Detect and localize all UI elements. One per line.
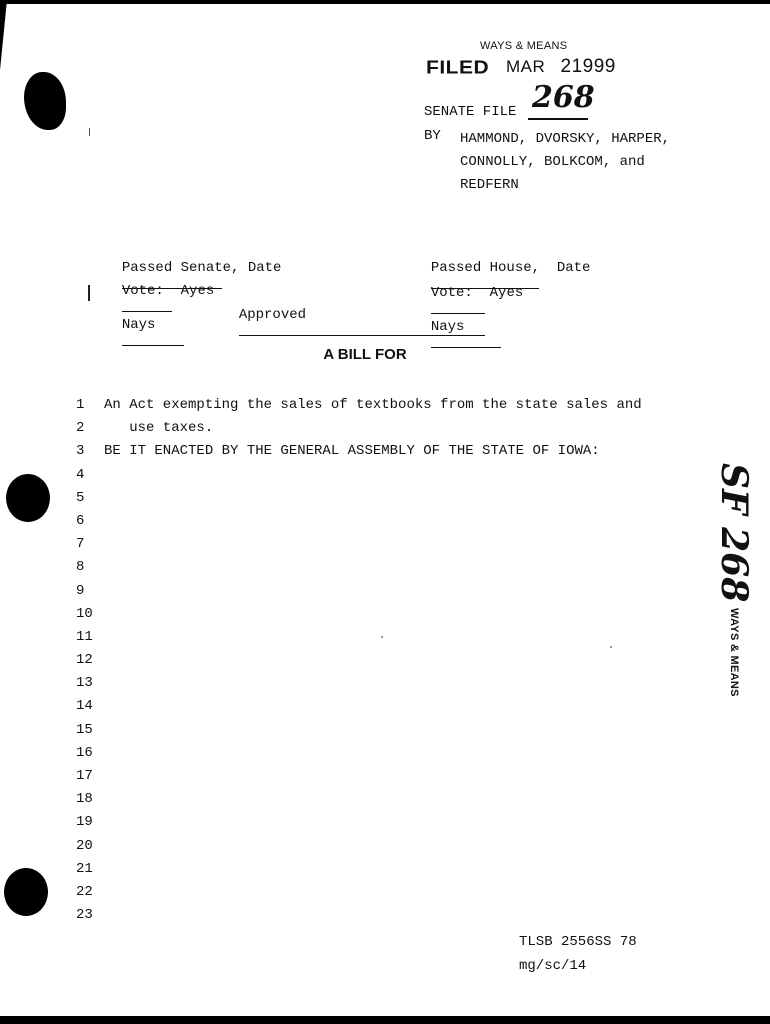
passed-house-label: Passed House, Date (430, 260, 591, 276)
nays-label: Nays (121, 317, 156, 333)
stamp-month: MAR (506, 57, 546, 76)
ayes-label: Ayes (180, 283, 215, 299)
stamp-filed: FILED (426, 57, 490, 78)
stamp-year: 1999 (571, 56, 616, 77)
line-text: use taxes. (104, 420, 214, 437)
line-text: BE IT ENACTED BY THE GENERAL ASSEMBLY OF THE STATE OF IOWA: (104, 443, 600, 460)
senate-nays-blank (122, 333, 184, 346)
line-number: 6 (76, 512, 85, 529)
line-number: 12 (76, 652, 93, 669)
approved-label: Approved (238, 307, 307, 323)
bill-title: A BILL FOR (323, 346, 407, 363)
vote-label: Vote: (121, 283, 164, 299)
line-number: 11 (76, 628, 93, 645)
side-committee-stamp: WAYS & MEANS (728, 608, 740, 697)
margin-mark (88, 285, 90, 301)
line-number: 17 (76, 768, 93, 784)
line-number: 21 (76, 860, 93, 877)
line-number: 5 (76, 489, 85, 506)
senate-file-number: 268 (532, 80, 595, 115)
punch-hole-top (24, 72, 66, 130)
side-handwritten-text: SF 268 (713, 463, 755, 603)
line-number: 10 (76, 605, 93, 622)
ayes-label: Ayes (489, 285, 524, 301)
sponsors: HAMMOND, DVORSKY, HARPER, CONNOLLY, BOLKCOM, and REDFERN (460, 131, 671, 193)
line-number: 13 (76, 675, 93, 692)
line-number: 20 (76, 837, 93, 854)
line-number: 2 (76, 420, 85, 437)
line-number: 8 (76, 559, 85, 576)
tlsb-code: TLSB 2556SS 78 (519, 934, 637, 950)
margin-mark (89, 128, 90, 136)
senate-file-underline (528, 118, 588, 120)
punch-hole-bottom (4, 868, 48, 916)
scan-top-edge (0, 0, 770, 4)
stamp-committee: WAYS & MEANS (480, 40, 568, 52)
scan-bottom-edge (0, 1016, 770, 1024)
punch-hole-middle (6, 474, 50, 522)
drafter-initials: mg/sc/14 (519, 958, 587, 974)
line-number: 23 (76, 907, 93, 924)
line-number: 7 (76, 536, 85, 553)
line-number: 14 (76, 698, 93, 715)
vote-label: Vote: (430, 285, 473, 301)
approved-row (222, 291, 485, 341)
senate-file-label: SENATE FILE (424, 104, 517, 120)
side-handwritten-label (700, 463, 766, 614)
approved-blank (239, 323, 485, 336)
line-number: 3 (76, 443, 85, 460)
nays-label: Nays (430, 319, 465, 335)
line-number: 1 (76, 397, 85, 413)
line-number: 4 (76, 466, 85, 483)
line-text: An Act exempting the sales of textbooks from the state sales and (104, 397, 642, 413)
line-number: 9 (76, 582, 85, 599)
by-label: BY (424, 128, 441, 144)
scan-corner-mark (0, 0, 7, 70)
line-number: 15 (76, 721, 93, 738)
line-number: 22 (76, 883, 93, 900)
passed-senate-label: Passed Senate, Date (121, 260, 282, 276)
scan-speck (381, 636, 383, 638)
scan-speck (610, 646, 612, 648)
line-number: 18 (76, 791, 93, 808)
line-number: 19 (76, 814, 93, 831)
senate-ayes-blank (122, 299, 172, 312)
senate-vote-row (105, 267, 214, 351)
stamp-date (506, 56, 616, 78)
stamp-day: 2 (560, 56, 572, 77)
line-number: 16 (76, 744, 93, 761)
